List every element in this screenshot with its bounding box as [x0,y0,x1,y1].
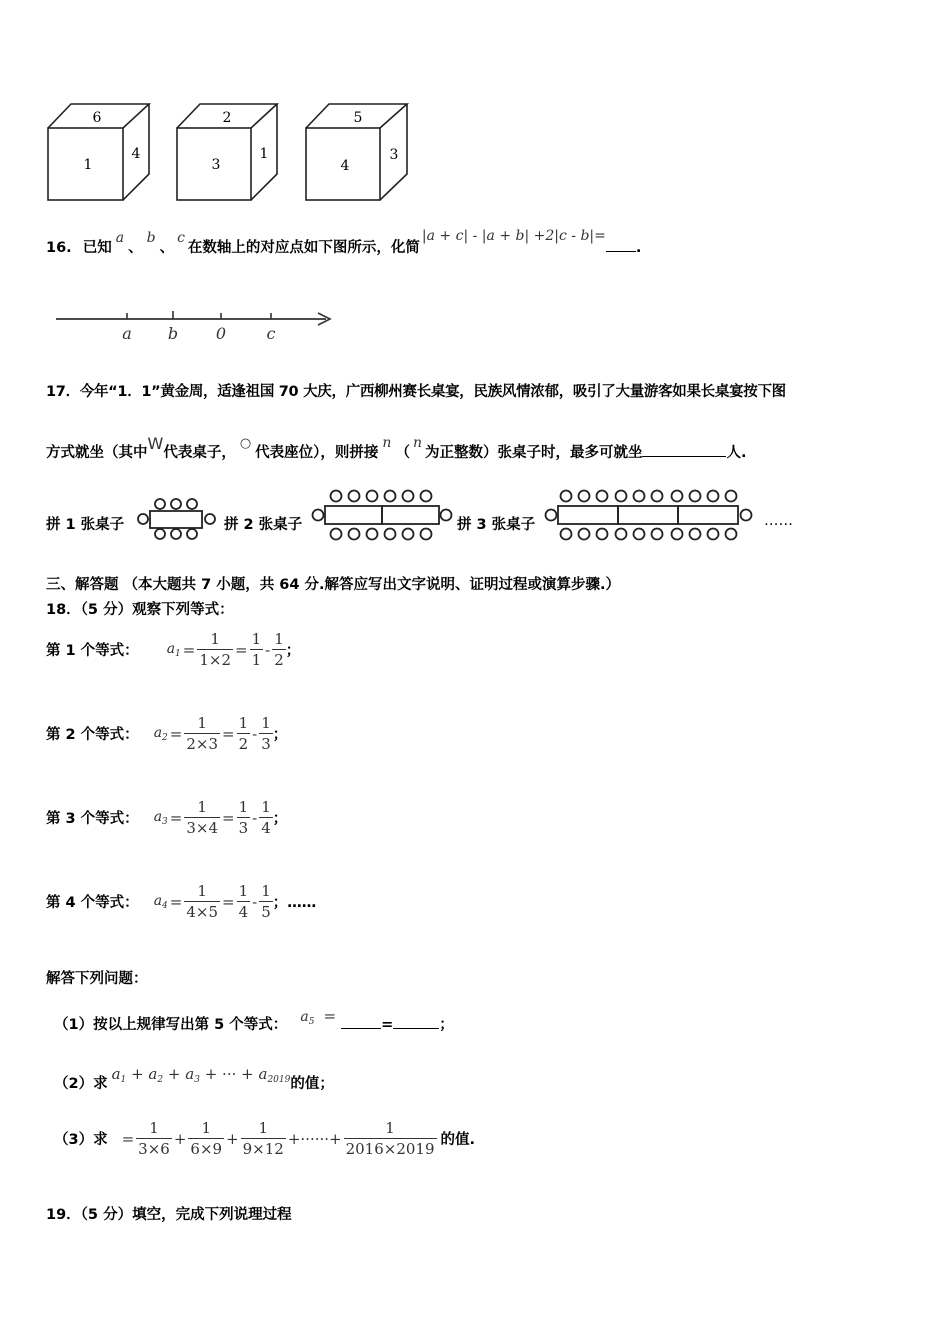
frac-num: 1 [261,882,271,900]
equation-var-3-a: a [153,808,163,825]
cube-2-side: 1 [259,146,269,162]
equation-var-2-sub: 2 [162,732,168,743]
cube-3-top: 5 [353,110,363,126]
part-2-a3: a [185,1065,195,1083]
frac-num: 1 [184,881,220,902]
equation-tail-3: ； [272,811,288,827]
equation-frac-2c [259,713,273,754]
part-2-s3: 3 [194,1075,200,1085]
frac-num: 1 [261,798,271,816]
cubes-figure [40,98,420,208]
frac-den: 9×12 [242,1140,284,1158]
part-3-frac-2 [188,1118,224,1159]
q17-line2-a: 方式就坐（其中 [46,445,148,461]
question-17-line1: 17．今年“1．1”黄金周，适逢祖国 70 大庆，广西柳州赛长桌宴，民族风情浓郁，吸引了大量游客如果长桌宴按下图 [46,384,786,400]
equation-frac-3b [237,797,251,838]
equation-row-4 [46,881,316,922]
frac-num: 1 [184,797,220,818]
question-16 [46,228,642,257]
equation-label-4: 第 4 个等式： [46,895,139,911]
part-3-mid: +······+ [287,1129,342,1148]
plus-sign: + [131,1065,144,1083]
part-2-tail: 的值； [290,1076,334,1092]
q16-text-known: 已知 [82,240,112,256]
q17-symbol-o: ○ [239,436,252,451]
frac-num: 1 [274,630,284,648]
equals-sign: = [222,808,235,827]
frac-den: 2 [274,651,284,669]
equation-frac-1b [250,629,264,670]
part-1-blank-1[interactable] [341,1014,381,1029]
frac-den: 6×9 [190,1140,223,1158]
frac-num: 1 [344,1118,437,1139]
frac-num: 1 [238,798,249,816]
number-line-label-a: a [122,324,132,343]
frac-num: 1 [188,1118,224,1139]
equals-sign: = [169,724,183,743]
part-3-frac-last [344,1118,437,1159]
frac-den: 4×5 [186,903,219,921]
part-2-sum-expression [112,1065,291,1083]
frac-den: 3×4 [186,819,219,837]
frac-num: 1 [197,629,233,650]
equals-sign: = [235,640,248,659]
equation-frac-4c [259,881,273,922]
answer-header: 解答下列问题： [46,971,148,987]
number-line-label-0: 0 [215,324,227,343]
frac-num: 1 [241,1118,286,1139]
frac-den: 3×6 [138,1140,170,1158]
q17-symbol-w: W [147,434,164,453]
equation-var-4 [154,893,168,911]
part-1-var [300,1009,314,1025]
part-2-a2019: a [258,1065,268,1083]
equation-var-2 [154,725,168,743]
q16-var-c: c [177,230,185,246]
frac-num: 1 [251,630,262,648]
equation-frac-3c [259,797,273,838]
table-figure-3 [543,487,755,543]
table-label-1: 拼 1 张桌子 [46,517,125,533]
q16-var-a: a [115,230,125,246]
cube-1-side: 4 [131,146,141,162]
q17-var-n2: n [412,435,422,451]
equation-var-4-sub: 4 [162,900,168,911]
equals-sign: = [222,892,235,911]
q17-answer-blank[interactable] [642,442,726,457]
part-2-s1: 1 [120,1075,127,1085]
frac-num: 1 [261,714,271,732]
equation-frac-3a [184,797,220,838]
equation-row-2 [46,713,287,754]
frac-den: 1 [251,651,262,669]
frac-num: 1 [238,714,249,732]
part-1-var-a: a [300,1009,309,1025]
frac-den: 2016×2019 [345,1140,435,1158]
equation-frac-1c [272,629,286,670]
minus-sign: - [252,892,258,911]
part-1-label: （1）按以上规律写出第 5 个等式： [54,1017,288,1033]
minus-sign: - [252,724,258,743]
part-3-eq: = [121,1129,135,1148]
equation-frac-4b [237,881,251,922]
q17-var-n1: n [382,435,392,451]
equals-sign: = [222,724,235,743]
q17-line2-end: 人. [726,445,747,461]
number-line [50,302,340,344]
cube-1-front: 1 [83,157,93,173]
part-2-label: （2）求 [54,1076,108,1092]
part-3-frac-3 [241,1118,286,1159]
equation-var-1-sub: 1 [175,648,181,659]
equation-frac-1a [197,629,233,670]
equals-sign: = [169,892,183,911]
q17-line2-d: （ [395,445,410,461]
table-figure-1 [136,496,220,542]
q16-tail: . [635,240,642,256]
part-3-label: （3）求 [54,1132,108,1148]
equation-label-3: 第 3 个等式： [46,811,139,827]
part-1-var-sub: 5 [308,1017,315,1027]
cube-3-side: 3 [389,147,399,163]
q16-var-b: b [146,230,156,246]
q16-number: 16. [46,240,72,256]
equation-label-2: 第 2 个等式： [46,727,139,743]
part-2-s2: 2 [157,1075,164,1085]
part-1-eq: = [323,1007,337,1025]
table-label-2: 拼 2 张桌子 [224,517,303,533]
number-line-label-b: b [167,324,179,343]
frac-den: 3 [261,735,271,753]
frac-den: 3 [238,819,249,837]
equation-frac-2a [184,713,220,754]
q16-sep1: 、 [128,240,143,256]
q17-line2-c: 代表座位），则拼接 [255,445,379,461]
equals-sign: = [169,808,183,827]
cube-1-top: 6 [92,110,102,126]
equation-row-1 [46,629,300,670]
equation-var-4-a: a [153,892,163,909]
equation-var-3 [154,809,168,827]
equals-sign: = [182,640,196,659]
part-3-tail: 的值. [440,1132,476,1148]
q16-expression: |a + c| - |a + b| +2|c - b|= [421,228,606,244]
plus-sign: + [167,1065,181,1083]
part-3 [54,1118,475,1159]
q16-text-mid: 在数轴上的对应点如下图所示，化简 [187,240,420,256]
cube-3-front: 4 [340,158,350,174]
frac-den: 4 [261,819,271,837]
frac-num: 1 [238,882,249,900]
plus-sign: + [173,1129,187,1148]
frac-num: 1 [136,1118,172,1139]
equation-var-1-a: a [166,640,176,657]
part-2 [54,1065,334,1094]
section-3-heading: 三、解答题 （本大题共 7 小题，共 64 分.解答应写出文字说明、证明过程或演算步骤.） [46,577,621,593]
cube-2-top: 2 [222,110,232,126]
equation-row-3 [46,797,287,838]
part-1-tail: ； [439,1017,454,1033]
q17-line2-b: 代表桌子， [163,445,236,461]
cube-2-front: 3 [211,157,221,173]
frac-den: 4 [238,903,249,921]
equation-tail-1: ； [285,643,301,659]
part-1-eq2: = [381,1017,394,1033]
part-3-frac-1 [136,1118,172,1159]
frac-den: 1×2 [199,651,232,669]
equation-var-1 [167,641,181,659]
q16-sep2: 、 [159,240,175,256]
minus-sign: - [265,640,271,659]
q17-line2-e: 为正整数）张桌子时，最多可就坐 [424,445,643,461]
part-1 [54,1007,454,1035]
part-1-blank-2[interactable] [393,1014,439,1029]
frac-den: 2 [238,735,249,753]
question-19: 19．（5 分）填空，完成下列说理过程 [46,1207,292,1223]
table-ellipsis: …… [764,513,793,529]
frac-num: 1 [184,713,220,734]
table-label-3: 拼 3 张桌子 [457,517,536,533]
question-18-title: 18．（5 分）观察下列等式： [46,602,234,618]
equation-var-3-sub: 3 [162,816,168,827]
part-2-a1: a [111,1065,121,1083]
question-17-line2 [46,434,747,462]
equation-tail-2: ； [272,727,288,743]
minus-sign: - [252,808,258,827]
part-2-dots: + ··· + [204,1065,254,1083]
frac-den: 2×3 [186,735,219,753]
frac-den: 5 [261,903,271,921]
number-line-label-c: c [266,324,276,343]
equation-var-2-a: a [153,724,163,741]
part-2-s2019: 2019 [267,1075,291,1085]
equation-frac-4a [184,881,220,922]
table-figure-2 [310,487,454,543]
plus-sign: + [226,1129,239,1148]
q16-answer-blank[interactable] [606,237,636,252]
part-2-a2: a [148,1065,158,1083]
equation-label-1: 第 1 个等式： [46,643,139,659]
equation-tail-4: ；…… [272,895,317,911]
equation-frac-2b [237,713,251,754]
